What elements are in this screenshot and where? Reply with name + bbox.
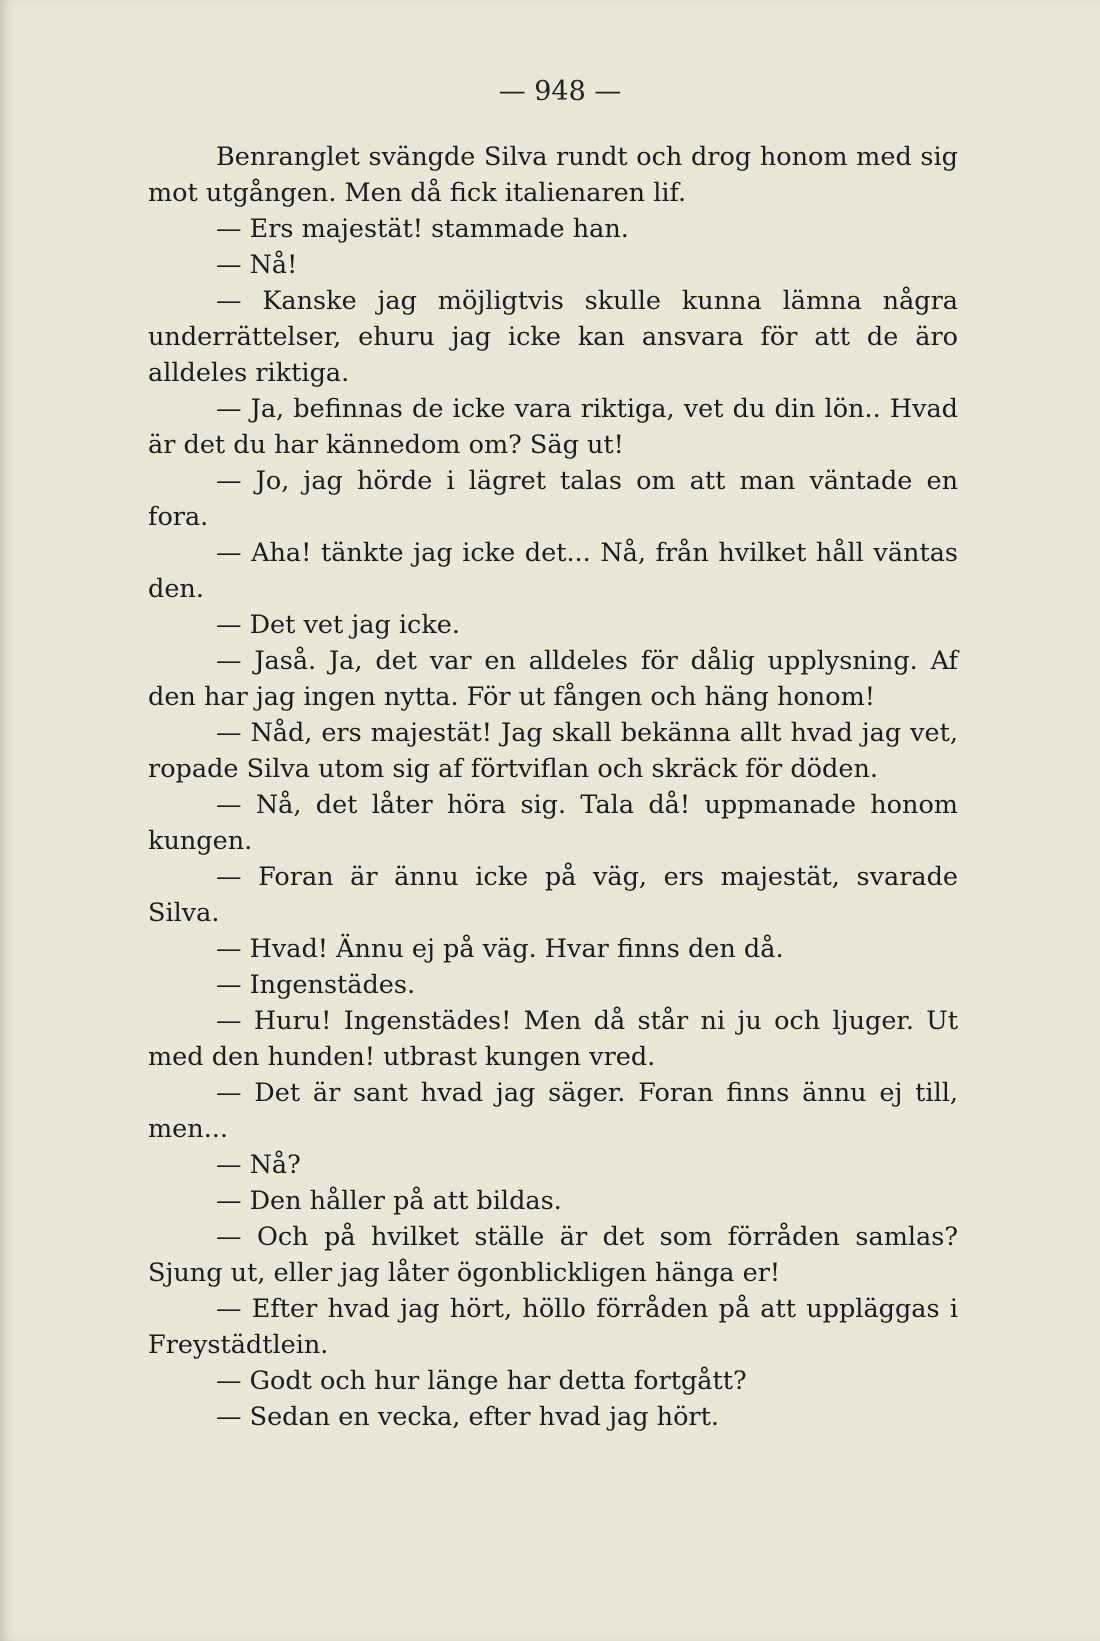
paragraph: — Aha! tänkte jag icke det... Nå, från hvilket håll väntas den. xyxy=(148,538,958,604)
paragraph: — Foran är ännu icke på väg, ers majestät, svarade Silva. xyxy=(148,862,958,928)
paragraph: — Sedan en vecka, efter hvad jag hört. xyxy=(216,1402,719,1432)
paragraph: — Efter hvad jag hört, höllo förråden på att uppläggas i Freystädtlein. xyxy=(148,1294,958,1360)
paragraph: — Ja, befinnas de icke vara riktiga, vet du din lön.. Hvad är det du har kännedom om? Säg ut! xyxy=(148,394,958,460)
paragraph: — Jo, jag hörde i lägret talas om att man väntade en fora. xyxy=(148,466,958,532)
paragraph: — Och på hvilket ställe är det som förråden samlas? Sjung ut, eller jag låter ögonblickligen hänga er! xyxy=(148,1222,958,1288)
page-number: — 948 — xyxy=(498,76,622,107)
paragraph: — Jaså. Ja, det var en alldeles för dålig upplysning. Af den har jag ingen nytta. För ut fången och häng honom! xyxy=(148,646,958,712)
paragraph: — Nå? xyxy=(216,1150,301,1180)
paragraph: — Den håller på att bildas. xyxy=(216,1186,562,1216)
body-text xyxy=(148,139,958,1435)
paragraph: — Nå! xyxy=(216,250,298,280)
paragraph: — Nåd, ers majestät! Jag skall bekänna allt hvad jag vet, ropade Silva utom sig af förtviflan och skräck för döden. xyxy=(148,718,958,784)
paragraph: — Ingenstädes. xyxy=(216,970,416,1000)
paragraph: — Kanske jag möjligtvis skulle kunna lämna några underrättelser, ehuru jag icke kan ansvara för att de äro alldeles riktiga. xyxy=(148,286,958,388)
paragraph: — Det är sant hvad jag säger. Foran finns ännu ej till, men... xyxy=(148,1078,958,1144)
paragraph: — Det vet jag icke. xyxy=(216,610,460,640)
paragraph: Benranglet svängde Silva rundt och drog honom med sig mot utgången. Men då fick italienaren lif. xyxy=(148,142,958,208)
paragraph: — Nå, det låter höra sig. Tala då! uppmanade honom kungen. xyxy=(148,790,958,856)
paragraph: — Ers majestät! stammade han. xyxy=(216,214,629,244)
paragraph: — Godt och hur länge har detta fortgått? xyxy=(216,1366,747,1396)
paragraph: — Hvad! Ännu ej på väg. Hvar finns den då. xyxy=(216,934,784,964)
paragraph: — Huru! Ingenstädes! Men då står ni ju och ljuger. Ut med den hunden! utbrast kungen vred. xyxy=(148,1006,958,1072)
